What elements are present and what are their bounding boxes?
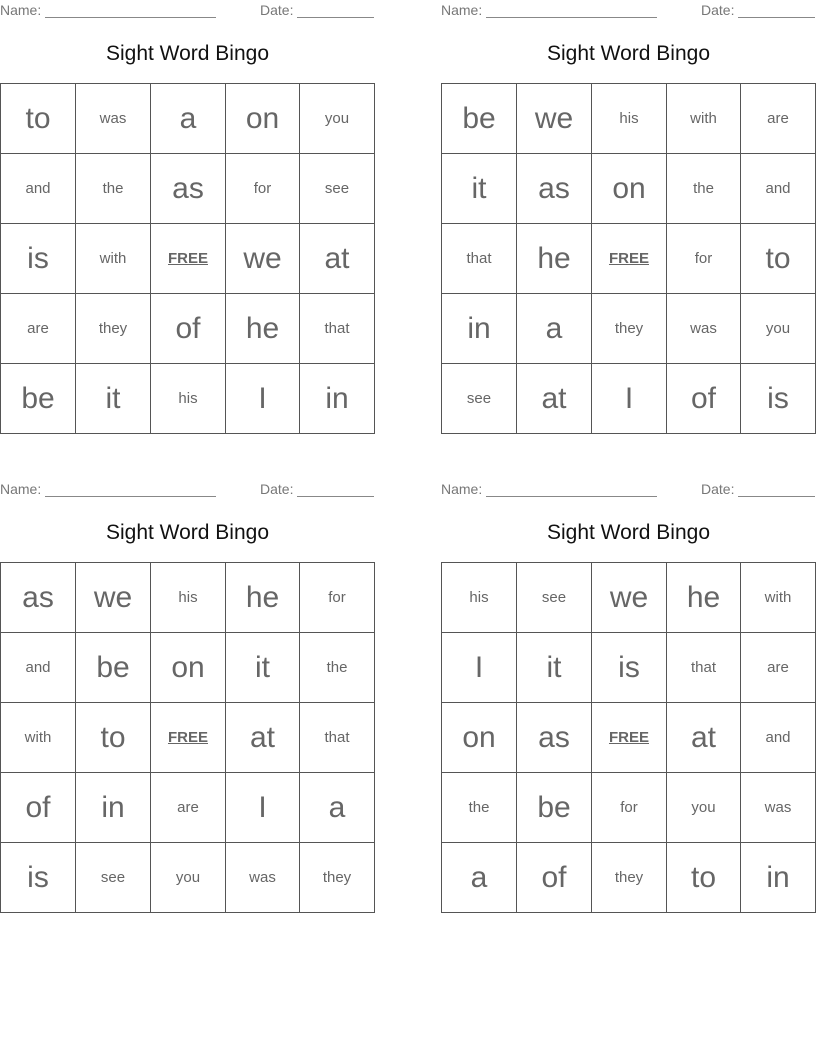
bingo-cell[interactable]: it [517, 633, 592, 703]
bingo-cell[interactable]: on [592, 154, 667, 224]
bingo-grid [0, 83, 375, 434]
bingo-cell[interactable]: he [517, 224, 592, 294]
bingo-cell[interactable]: for [667, 224, 741, 294]
free-space[interactable]: FREE [592, 224, 667, 294]
bingo-cell[interactable]: the [300, 633, 375, 703]
bingo-cell[interactable]: his [442, 563, 517, 633]
free-space[interactable]: FREE [592, 703, 667, 773]
bingo-cell[interactable]: it [226, 633, 300, 703]
bingo-cell[interactable]: a [442, 843, 517, 913]
date-blank[interactable] [738, 2, 815, 18]
bingo-cell[interactable]: to [741, 224, 816, 294]
bingo-cell[interactable]: that [667, 633, 741, 703]
bingo-cell[interactable]: they [592, 294, 667, 364]
bingo-cell[interactable]: we [76, 563, 151, 633]
bingo-cell[interactable]: a [300, 773, 375, 843]
bingo-cell[interactable]: in [442, 294, 517, 364]
bingo-cell[interactable]: on [151, 633, 226, 703]
bingo-cell[interactable]: as [517, 154, 592, 224]
name-field[interactable] [0, 2, 216, 18]
bingo-grid [0, 562, 375, 913]
free-space[interactable]: FREE [151, 224, 226, 294]
free-space[interactable]: FREE [151, 703, 226, 773]
bingo-cell[interactable]: see [76, 843, 151, 913]
bingo-cell[interactable]: I [442, 633, 517, 703]
name-blank[interactable] [486, 481, 657, 497]
bingo-cell[interactable]: they [300, 843, 375, 913]
bingo-cell[interactable]: you [667, 773, 741, 843]
bingo-cell[interactable]: it [442, 154, 517, 224]
bingo-cell[interactable]: for [226, 154, 300, 224]
bingo-card-3 [0, 479, 375, 913]
bingo-cell[interactable]: for [300, 563, 375, 633]
card-title: Sight Word Bingo [105, 521, 270, 544]
bingo-cell[interactable]: of [517, 843, 592, 913]
date-label: Date: [701, 2, 735, 18]
bingo-cell[interactable]: and [741, 703, 816, 773]
bingo-cell[interactable]: is [1, 224, 76, 294]
name-field[interactable] [0, 481, 216, 497]
date-label: Date: [701, 481, 735, 497]
bingo-cell[interactable]: was [667, 294, 741, 364]
bingo-cell[interactable]: with [1, 703, 76, 773]
bingo-cell[interactable]: was [741, 773, 816, 843]
name-field[interactable] [441, 2, 657, 18]
card-title: Sight Word Bingo [105, 42, 270, 65]
bingo-cell[interactable]: on [226, 84, 300, 154]
date-blank[interactable] [297, 2, 374, 18]
bingo-cell[interactable]: his [592, 84, 667, 154]
bingo-cell[interactable]: are [741, 84, 816, 154]
name-label: Name: [0, 2, 42, 18]
date-field[interactable] [701, 481, 815, 497]
bingo-cell[interactable]: that [300, 294, 375, 364]
bingo-cell[interactable]: the [76, 154, 151, 224]
bingo-cell[interactable]: a [517, 294, 592, 364]
bingo-card-1 [0, 0, 375, 434]
bingo-cell[interactable]: as [1, 563, 76, 633]
bingo-grid [441, 83, 816, 434]
header-fields [441, 481, 816, 499]
bingo-cell[interactable]: see [442, 364, 517, 434]
date-label: Date: [260, 2, 294, 18]
date-blank[interactable] [738, 481, 815, 497]
bingo-cell[interactable]: to [1, 84, 76, 154]
bingo-cell[interactable]: are [741, 633, 816, 703]
date-field[interactable] [260, 2, 374, 18]
bingo-cell[interactable]: we [517, 84, 592, 154]
bingo-cell[interactable]: is [741, 364, 816, 434]
bingo-cell[interactable]: that [300, 703, 375, 773]
bingo-cell[interactable]: we [226, 224, 300, 294]
bingo-cell[interactable]: his [151, 563, 226, 633]
bingo-cell[interactable]: he [667, 563, 741, 633]
bingo-cell[interactable]: and [1, 154, 76, 224]
bingo-cell[interactable]: you [741, 294, 816, 364]
bingo-cell[interactable]: of [151, 294, 226, 364]
bingo-cell[interactable]: at [226, 703, 300, 773]
bingo-card-2 [441, 0, 816, 434]
bingo-card-4 [441, 479, 816, 913]
bingo-cell[interactable]: he [226, 563, 300, 633]
bingo-cell[interactable]: as [517, 703, 592, 773]
bingo-cell[interactable]: I [226, 773, 300, 843]
bingo-cell[interactable]: I [592, 364, 667, 434]
bingo-cell[interactable]: at [667, 703, 741, 773]
bingo-cell[interactable]: they [592, 843, 667, 913]
bingo-cell[interactable]: be [517, 773, 592, 843]
name-label: Name: [0, 481, 42, 497]
bingo-cell[interactable]: is [592, 633, 667, 703]
date-field[interactable] [701, 2, 815, 18]
bingo-cell[interactable]: we [592, 563, 667, 633]
bingo-cell[interactable]: with [76, 224, 151, 294]
bingo-cell[interactable]: to [667, 843, 741, 913]
header-fields [0, 481, 375, 499]
bingo-cell[interactable]: in [741, 843, 816, 913]
bingo-cell[interactable]: his [151, 364, 226, 434]
bingo-cell[interactable]: and [1, 633, 76, 703]
bingo-cell[interactable]: are [1, 294, 76, 364]
bingo-cell[interactable]: at [517, 364, 592, 434]
bingo-cell[interactable]: for [592, 773, 667, 843]
bingo-cell[interactable]: at [300, 224, 375, 294]
header-fields [441, 2, 816, 20]
bingo-cell[interactable]: as [151, 154, 226, 224]
date-blank[interactable] [297, 481, 374, 497]
bingo-cell[interactable]: a [151, 84, 226, 154]
bingo-grid [441, 562, 816, 913]
bingo-cell[interactable]: you [300, 84, 375, 154]
bingo-cell[interactable]: see [300, 154, 375, 224]
card-title: Sight Word Bingo [546, 42, 711, 65]
bingo-cell[interactable]: be [76, 633, 151, 703]
bingo-cell[interactable]: the [442, 773, 517, 843]
bingo-cell[interactable]: of [667, 364, 741, 434]
name-blank[interactable] [45, 2, 216, 18]
bingo-cell[interactable]: see [517, 563, 592, 633]
bingo-cell[interactable]: and [741, 154, 816, 224]
bingo-cell[interactable]: was [76, 84, 151, 154]
name-blank[interactable] [45, 481, 216, 497]
name-blank[interactable] [486, 2, 657, 18]
bingo-cell[interactable]: he [226, 294, 300, 364]
bingo-cell[interactable]: in [76, 773, 151, 843]
bingo-cell[interactable]: it [76, 364, 151, 434]
bingo-cell[interactable]: you [151, 843, 226, 913]
bingo-cell[interactable]: was [226, 843, 300, 913]
bingo-cell[interactable]: they [76, 294, 151, 364]
bingo-cell[interactable]: the [667, 154, 741, 224]
bingo-cell[interactable]: be [442, 84, 517, 154]
name-field[interactable] [441, 481, 657, 497]
date-label: Date: [260, 481, 294, 497]
bingo-cell[interactable]: that [442, 224, 517, 294]
name-label: Name: [441, 2, 483, 18]
name-label: Name: [441, 481, 483, 497]
bingo-cell[interactable]: is [1, 843, 76, 913]
bingo-cell[interactable]: are [151, 773, 226, 843]
card-title: Sight Word Bingo [546, 521, 711, 544]
bingo-cell[interactable]: be [1, 364, 76, 434]
date-field[interactable] [260, 481, 374, 497]
bingo-cell[interactable]: with [667, 84, 741, 154]
bingo-cell[interactable]: of [1, 773, 76, 843]
bingo-cell[interactable]: in [300, 364, 375, 434]
bingo-cell[interactable]: I [226, 364, 300, 434]
header-fields [0, 2, 375, 20]
bingo-cell[interactable]: to [76, 703, 151, 773]
bingo-cell[interactable]: with [741, 563, 816, 633]
bingo-cell[interactable]: on [442, 703, 517, 773]
